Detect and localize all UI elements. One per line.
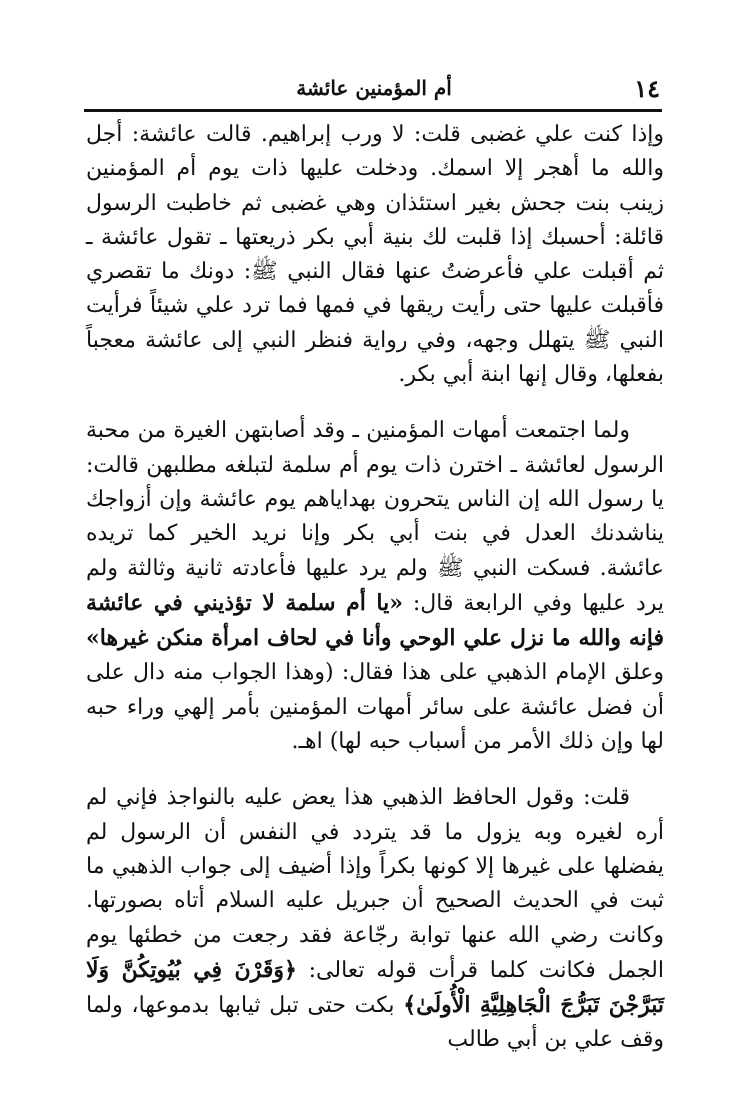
- paragraph-2: [86, 414, 664, 759]
- paragraph-2-text: ولما اجتمعت أمهات المؤمنين ـ وقد أصابتهن الغيرة من محبة الرسول لعائشة ـ اخترن ذات يوم أم سلمة لتبلغه مطلبهن قالت: يا رسول الله إن الناس يتحرون بهداياهم يوم عائشة وإن أزواجك يناشدنك العدل في بنت أبي بكر وإنا نريد الخير كما تريده عائشة. فسكت النبي ﷺ ولم يرد عليها فأعادته ثانية وثالثة ولم يرد عليها وفي الرابعة قال:: [86, 418, 665, 616]
- header-rule: [84, 109, 662, 112]
- page-number: ١٤: [634, 74, 660, 103]
- page-header: [88, 72, 660, 102]
- paragraph-1-text: وإذا كنت علي غضبى قلت: لا ورب إبراهيم. قالت عائشة: أجل والله ما أهجر إلا اسمك. ودخلت عليها ذات يوم أم المؤمنين زينب بنت جحش بغير استئذان وهي غضبى ثم خاطبت الرسول قائلة: أحسبك إذا قلبت لك بنية أبي بكر ذريعتها ـ تقول عائشة ـ ثم أقبلت علي فأعرضتُ عنها فقال النبي ﷺ: دونك ما تقصري فأقبلت عليها حتى رأيت ريقها في فمها فما ترد علي شيئاً فرأيت النبي ﷺ يتهلل وجهه، وفي رواية فنظر النبي إلى عائشة معجباً بفعلها، وقال إنها ابنة أبي بكر.: [86, 122, 664, 388]
- running-title: أم المؤمنين عائشة: [296, 76, 452, 100]
- paragraph-3: [86, 781, 664, 1057]
- paragraph-1: [86, 118, 664, 392]
- hadith-quote: «يا أم سلمة لا تؤذيني في عائشة فإنه والله ما نزل علي الوحي وأنا في لحاف امرأة منكن غيرها»: [86, 589, 664, 652]
- paragraph-3-text-continued: بكت حتى تبل ثيابها بدموعها، ولما وقف علي بن أبي طالب: [86, 993, 664, 1053]
- quran-verse: ﴿وَقَرْنَ فِي بُيُوتِكُنَّ وَلَا تَبَرَّجْنَ تَبَرُّجَ الْجَاهِلِيَّةِ الْأُولَىٰ﴾: [86, 956, 664, 1019]
- paragraph-2-text-continued: وعلق الإمام الذهبي على هذا فقال: (وهذا الجواب منه دال على أن فضل عائشة على سائر أمهات المؤمنين بأمر إلهي وراء حبه لها وإن ذلك الأمر من أسباب حبه لها) اهـ.: [86, 660, 664, 755]
- paragraph-3-text: قلت: وقول الحافظ الذهبي هذا يعض عليه بالنواجذ فإني لم أره لغيره وبه يزول ما قد يتردد في النفس أن الرسول لم يفضلها على غيرها إلا كونها بكراً وإذا أضيف إلى جواب الذهبي ما ثبت في الحديث الصحيح أن جبريل عليه السلام أتاه بصورتها. وكانت رضي الله عنها توابة رجّاعة فقد رجعت من خطئها يوم الجمل فكانت كلما قرأت قوله تعالى:: [86, 785, 664, 983]
- body-text: [86, 118, 664, 1058]
